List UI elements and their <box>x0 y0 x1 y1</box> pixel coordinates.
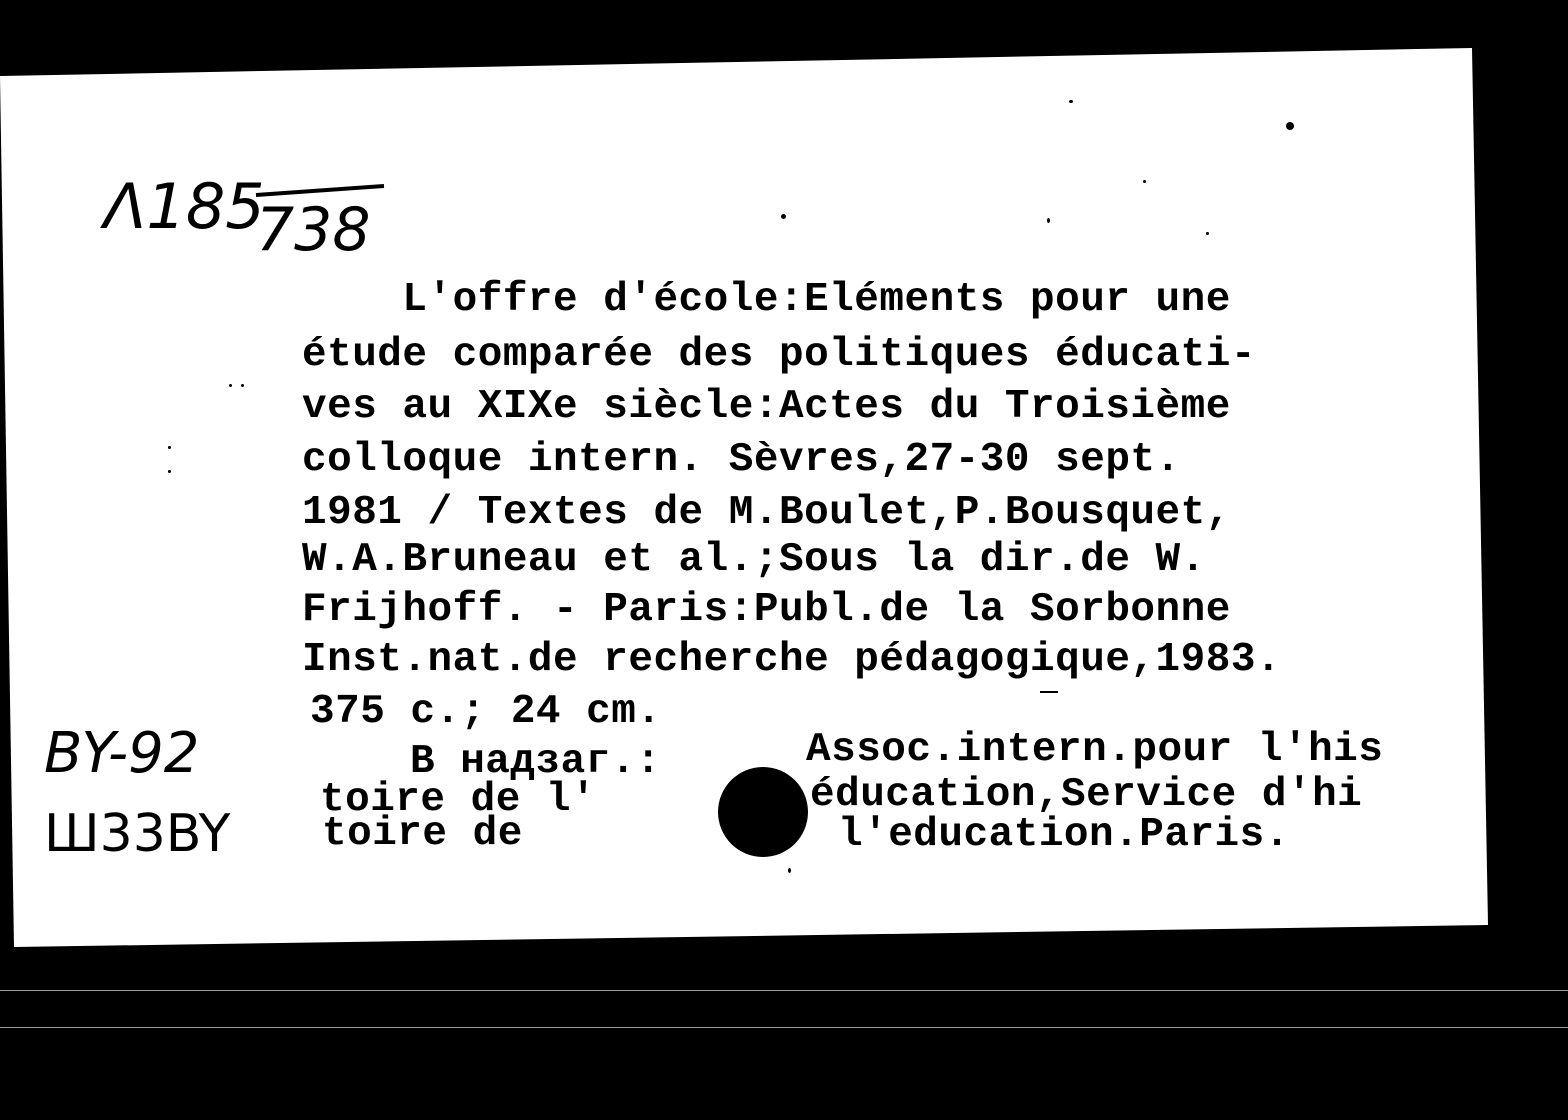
entry-line: colloque intern. Sèvres,27-30 sept. <box>302 437 1181 483</box>
heading-note-fragment: toire de l' <box>320 777 597 823</box>
speck <box>1206 232 1209 235</box>
entry-line: étude comparée des politiques éducati- <box>302 332 1256 378</box>
heading-note-fragment: toire de <box>322 811 523 857</box>
entry-line: Frijhoff. - Paris:Publ.de la Sorbonne <box>302 587 1231 633</box>
speck <box>168 470 171 473</box>
speck <box>1069 100 1073 103</box>
speck <box>788 868 791 873</box>
speck <box>781 214 786 219</box>
shelfmark-sub: 738 <box>256 195 371 265</box>
entry-line: L'offre d'école:Eléments pour une <box>302 277 1231 323</box>
speck <box>1286 122 1294 130</box>
margin-code: Ш33BY <box>44 804 231 864</box>
heading-note-label: B надзаг.: <box>410 739 662 785</box>
speck <box>229 384 232 387</box>
punch-hole <box>718 767 808 857</box>
entry-line: 1981 / Textes de M.Boulet,P.Bousquet, <box>302 490 1231 536</box>
entry-line: W.A.Bruneau et al.;Sous la dir.de W. <box>302 537 1206 583</box>
scanner-line-top <box>0 990 1568 991</box>
speck <box>1047 218 1050 223</box>
entry-line: Inst.nat.de recherche pédagogique,1983. <box>302 637 1282 683</box>
speck <box>168 446 171 449</box>
scanner-line-bottom <box>0 1027 1568 1028</box>
margin-code: BY-92 <box>44 721 200 786</box>
heading-note-line: éducation,Service d'hi <box>810 772 1363 818</box>
speck <box>1143 180 1146 183</box>
heading-note-line: l'education.Paris. <box>838 812 1290 858</box>
entry-line: ves au XIXe siècle:Actes du Troisième <box>302 384 1231 430</box>
entry-line: 375 c.; 24 cm. <box>310 689 662 735</box>
heading-note-line: Assoc.intern.pour l'his <box>806 727 1384 773</box>
shelfmark-main: Λ185 <box>104 170 265 243</box>
speck <box>241 384 244 387</box>
